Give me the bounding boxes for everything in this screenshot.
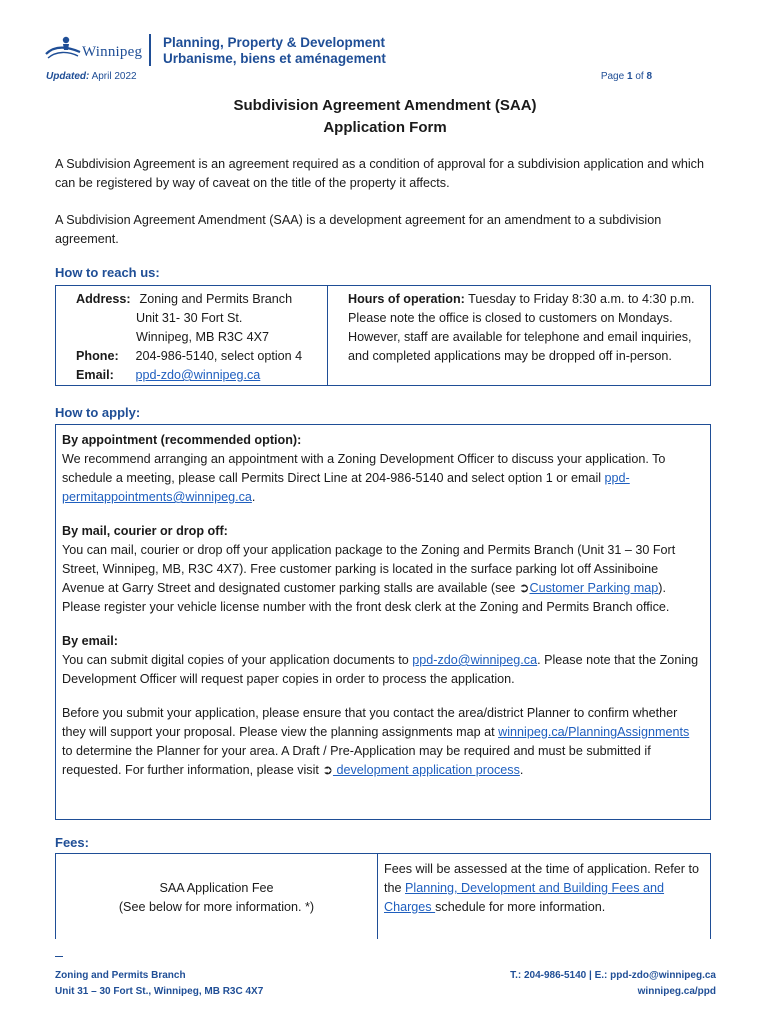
email-row: Email: ppd-zdo@winnipeg.ca	[76, 368, 261, 382]
winnipeg-emblem-icon	[44, 32, 82, 62]
development-process-link[interactable]: development application process	[332, 763, 520, 777]
mail-section: By mail, courier or drop off: You can mail, courier or drop off your application package to the Zoning and Permits Branch (Unit 31 – 30 Fort Street, Winnipeg, MB, R3C 4X7). Free customer parking is located in the surface parking lot off Assiniboine Avenue at Garry Street and designated customer parking stalls are available (see ➲Customer Parking map). Please register your vehicle license number with the front desk clerk at the Zoning and Permits Branch office.	[62, 524, 676, 614]
phone-row: Phone: 204-986-5140, select option 4	[76, 349, 303, 363]
intro-paragraph-1: A Subdivision Agreement is an agreement required as a condition of approval for a subdivision application and which can be registered by way of caveat on the title of the property it affects.	[55, 157, 704, 190]
footer-address: Zoning and Permits Branch Unit 31 – 30 Fort St., Winnipeg, MB R3C 4X7	[55, 970, 264, 997]
fees-schedule-link[interactable]: Planning, Development and Building Fees and Charges	[384, 881, 665, 914]
reach-us-heading: How to reach us:	[55, 265, 160, 280]
fees-table	[55, 853, 711, 939]
footer-rule	[55, 956, 63, 957]
email-section: By email: You can submit digital copies of your application documents to ppd-zdo@winnipeg.ca. Please note that the Zoning Development Officer will request paper copies in order to process the application.	[62, 634, 699, 686]
department-name	[163, 35, 386, 66]
winnipeg-logo	[44, 32, 389, 68]
page-title: Subdivision Agreement Amendment (SAA) Application Form	[233, 97, 537, 136]
fee-name-cell: SAA Application Fee (See below for more information. *)	[56, 854, 378, 939]
appointment-section: By appointment (recommended option): We recommend arranging an appointment with a Zoning Development Officer to discuss your application. To schedule a meeting, please call Permits Direct Line at 204-986-5140 and select option 1 or email ppd-permitappointments@winnipeg.ca.	[62, 433, 666, 504]
how-to-apply-box	[55, 424, 711, 820]
footer-website[interactable]: winnipeg.ca/ppd	[637, 986, 716, 997]
fee-info-cell: Fees will be assessed at the time of application. Refer to the Planning, Development and Building Fees and Charges schedule for more information.	[384, 862, 700, 914]
page-number: Page 1 of 8	[600, 71, 652, 82]
arrow-icon: ➲	[518, 581, 530, 595]
contact-box	[55, 285, 711, 386]
arrow-icon: ➲	[322, 763, 333, 777]
logo-divider	[149, 34, 151, 66]
before-submit-section: Before you submit your application, please ensure that you contact the area/district Planner to confirm whether they will support your proposal. Please view the planning assignments map at winnipeg.ca/PlanningAssignments to determine the Planner for your area. A Draft / Pre-Application may be required and must be submitted if requested. For further information, please visit ➲ development application process.	[62, 706, 690, 777]
footer-contact-line: T.: 204-986-5140 | E.: ppd-zdo@winnipeg.ca	[510, 970, 716, 981]
contact-details: Address: Zoning and Permits Branch Unit 31- 30 Fort St. Winnipeg, MB R3C 4X7 Phone: 204-986-5140, select option 4 Email: ppd-zdo@winnipeg.ca	[56, 286, 328, 385]
intro-paragraph-2: A Subdivision Agreement Amendment (SAA) is a development agreement for an amendment to a subdivision agreement.	[55, 213, 662, 246]
submission-email-link[interactable]: ppd-zdo@winnipeg.ca	[412, 653, 538, 667]
department-name-en: Planning, Property & Development	[163, 35, 386, 50]
footer-contact	[510, 968, 716, 1000]
hours-of-operation: Hours of operation: Tuesday to Friday 8:30 a.m. to 4:30 p.m. Please note the office is closed to customers on Mondays. However, staff are available for telephone and email inquiries, and completed applications may be dropped off in-person.	[348, 292, 695, 363]
updated-date: Updated: April 2022	[46, 71, 137, 82]
contact-email-link[interactable]: ppd-zdo@winnipeg.ca	[135, 368, 261, 382]
city-name: Winnipeg	[82, 44, 143, 60]
appointment-email-link[interactable]: ppd-permitappointments@winnipeg.ca	[62, 471, 630, 504]
how-to-apply-heading: How to apply:	[55, 405, 141, 420]
department-name-fr: Urbanisme, biens et aménagement	[163, 50, 386, 66]
planning-assignments-link[interactable]: winnipeg.ca/PlanningAssignments	[498, 725, 690, 739]
fees-heading: Fees:	[55, 835, 89, 850]
customer-parking-map-link[interactable]: Customer Parking map	[529, 581, 659, 595]
